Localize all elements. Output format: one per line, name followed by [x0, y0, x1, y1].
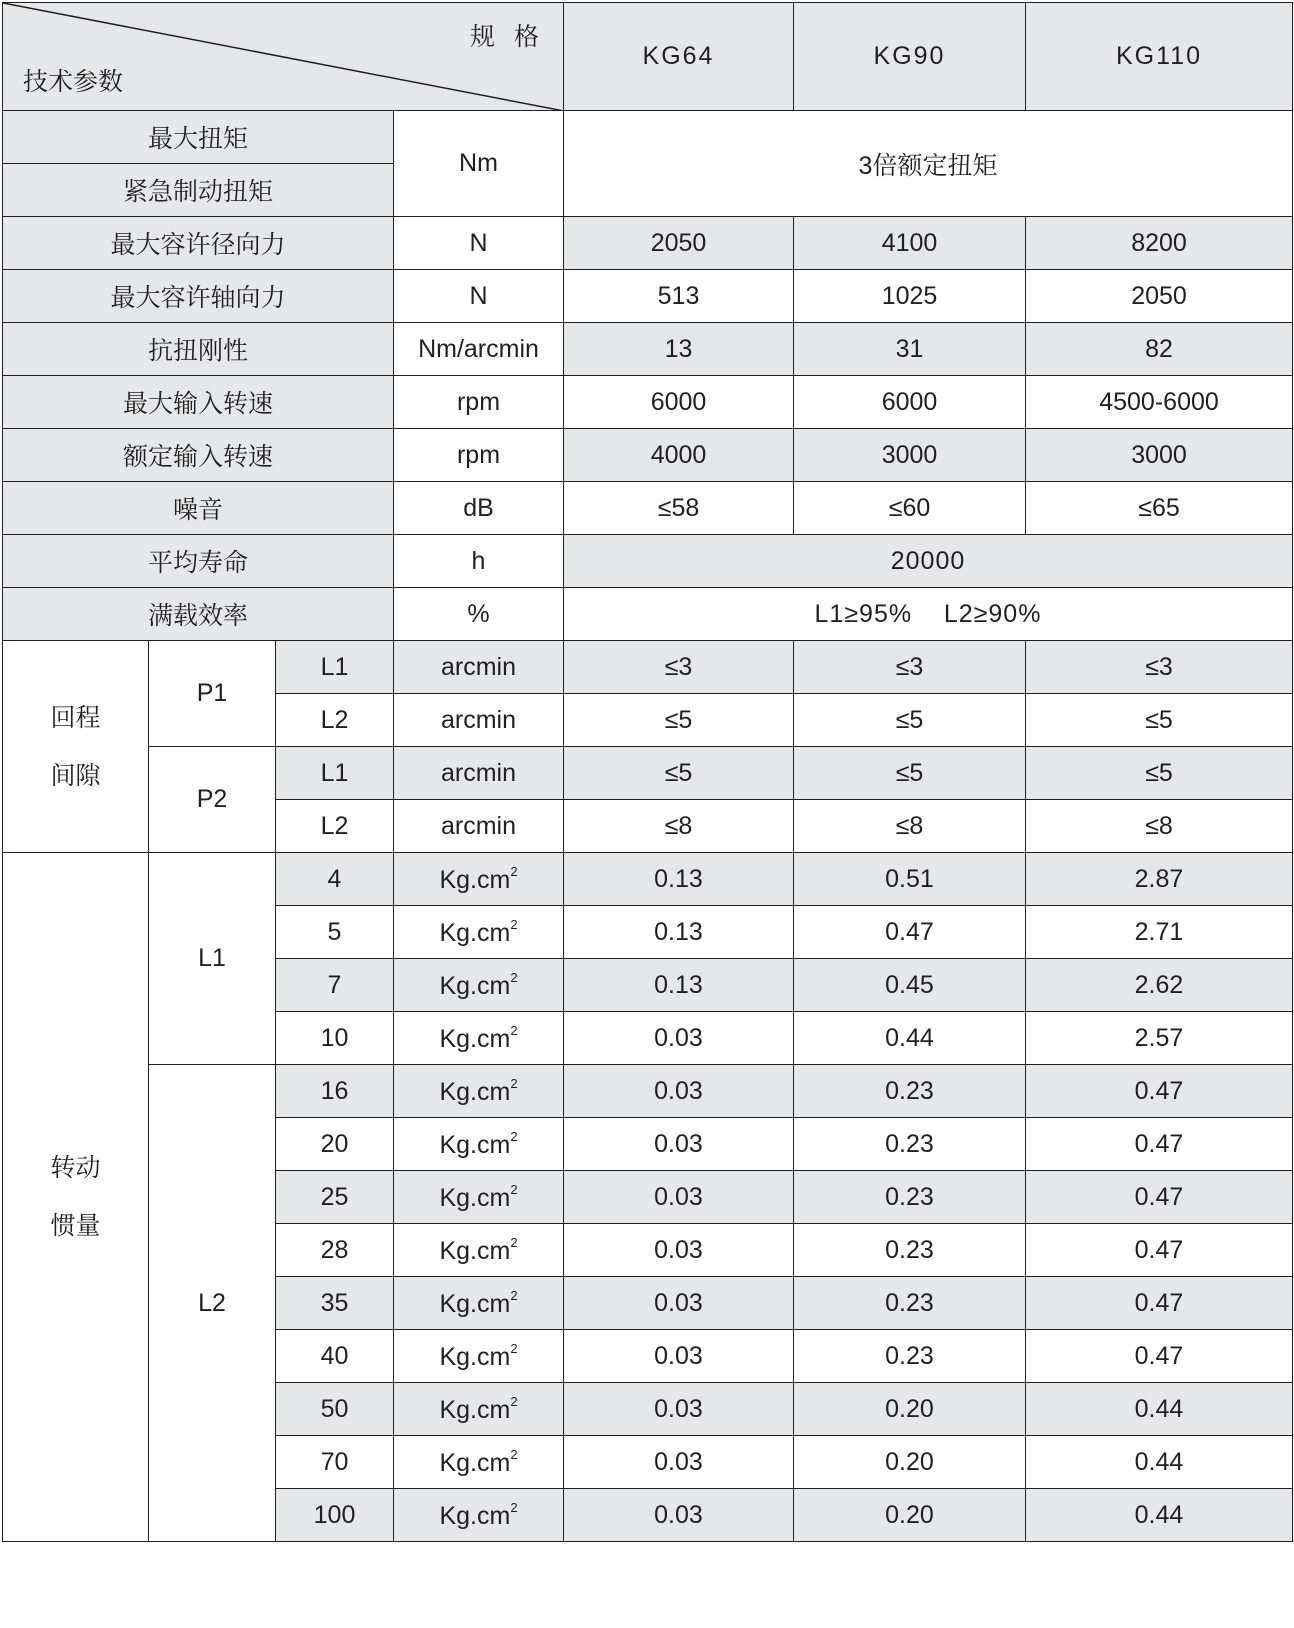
value-cell: ≤65: [1026, 482, 1293, 535]
table-row: [3, 1065, 1293, 1118]
unit-base: Kg.cm: [439, 865, 511, 894]
spec-table: [2, 2, 1293, 1542]
table-row: [3, 376, 1293, 429]
unit-cell: [394, 1489, 564, 1542]
value-cell: 0.03: [564, 1277, 794, 1330]
value-cell: ≤5: [794, 747, 1026, 800]
unit-base: Kg.cm: [439, 971, 511, 1000]
ratio-cell: 35: [276, 1277, 394, 1330]
unit-exponent: 2: [510, 1287, 518, 1303]
param-label: 噪音: [3, 482, 394, 535]
table-row: [3, 323, 1293, 376]
stage-cell: L2: [276, 694, 394, 747]
unit-cell: [394, 853, 564, 906]
model-header-kg64: KG64: [564, 3, 794, 111]
precision-label: P1: [149, 641, 276, 747]
ratio-cell: 25: [276, 1171, 394, 1224]
value-cell: 0.13: [564, 853, 794, 906]
unit-base: Kg.cm: [439, 918, 511, 947]
value-cell: 0.23: [794, 1330, 1026, 1383]
ratio-cell: 70: [276, 1436, 394, 1489]
table-row: [3, 429, 1293, 482]
value-cell: 0.44: [1026, 1436, 1293, 1489]
value-cell: 0.44: [1026, 1383, 1293, 1436]
value-cell: ≤5: [564, 747, 794, 800]
unit-cell: [394, 1436, 564, 1489]
unit-cell: dB: [394, 482, 564, 535]
param-label: 最大扭矩: [3, 111, 394, 164]
value-cell: 0.47: [1026, 1330, 1293, 1383]
unit-exponent: 2: [510, 1181, 518, 1197]
backlash-group-label: [3, 641, 149, 853]
value-cell: 0.23: [794, 1065, 1026, 1118]
unit-base: Kg.cm: [439, 1183, 511, 1212]
value-cell: ≤5: [1026, 694, 1293, 747]
unit-exponent: 2: [510, 969, 518, 985]
value-cell: 0.44: [794, 1012, 1026, 1065]
value-cell: L1≥95% L2≥90%: [564, 588, 1293, 641]
inertia-label-line1: 转动: [50, 1154, 101, 1182]
value-cell: 0.20: [794, 1383, 1026, 1436]
value-cell: ≤5: [794, 694, 1026, 747]
stage-cell: L2: [276, 800, 394, 853]
unit-exponent: 2: [510, 1075, 518, 1091]
ratio-cell: 20: [276, 1118, 394, 1171]
unit-cell: arcmin: [394, 641, 564, 694]
unit-exponent: 2: [510, 1234, 518, 1250]
value-cell: 0.44: [1026, 1489, 1293, 1542]
value-cell: 513: [564, 270, 794, 323]
ratio-cell: 50: [276, 1383, 394, 1436]
value-cell: ≤58: [564, 482, 794, 535]
table-row: [3, 111, 1293, 164]
inertia-section: [3, 853, 1293, 1542]
value-cell: 0.51: [794, 853, 1026, 906]
value-cell: 0.20: [794, 1489, 1026, 1542]
unit-cell: N: [394, 270, 564, 323]
unit-cell: [394, 1277, 564, 1330]
value-cell: ≤3: [794, 641, 1026, 694]
ratio-cell: 28: [276, 1224, 394, 1277]
ratio-cell: 40: [276, 1330, 394, 1383]
value-cell: 2.71: [1026, 906, 1293, 959]
value-cell: 0.47: [794, 906, 1026, 959]
table-row: [3, 588, 1293, 641]
value-cell: 3倍额定扭矩: [564, 111, 1293, 217]
unit-cell: rpm: [394, 429, 564, 482]
value-cell: 0.13: [564, 906, 794, 959]
unit-cell: arcmin: [394, 747, 564, 800]
value-cell: ≤8: [564, 800, 794, 853]
value-cell: 13: [564, 323, 794, 376]
unit-cell: [394, 1383, 564, 1436]
unit-cell: rpm: [394, 376, 564, 429]
ratio-cell: 5: [276, 906, 394, 959]
value-cell: ≤60: [794, 482, 1026, 535]
value-cell: 3000: [794, 429, 1026, 482]
value-cell: 0.20: [794, 1436, 1026, 1489]
param-label: 技术参数: [23, 68, 124, 96]
value-cell: 0.03: [564, 1065, 794, 1118]
value-cell: ≤8: [794, 800, 1026, 853]
ratio-cell: 4: [276, 853, 394, 906]
value-cell: ≤5: [564, 694, 794, 747]
inertia-label-line2: 惯量: [50, 1212, 101, 1240]
unit-cell: [394, 1224, 564, 1277]
value-cell: 0.03: [564, 1330, 794, 1383]
unit-base: Kg.cm: [439, 1342, 511, 1371]
value-cell: 4500-6000: [1026, 376, 1293, 429]
unit-exponent: 2: [510, 1499, 518, 1515]
corner-header-cell: [3, 3, 564, 111]
value-cell: 3000: [1026, 429, 1293, 482]
unit-base: Kg.cm: [439, 1289, 511, 1318]
ratio-cell: 10: [276, 1012, 394, 1065]
value-cell: 6000: [564, 376, 794, 429]
param-label: 最大容许轴向力: [3, 270, 394, 323]
value-cell: ≤3: [564, 641, 794, 694]
value-cell: 2050: [1026, 270, 1293, 323]
value-cell: ≤5: [1026, 747, 1293, 800]
param-label: 额定输入转速: [3, 429, 394, 482]
unit-cell: [394, 959, 564, 1012]
unit-exponent: 2: [510, 1393, 518, 1409]
stage-cell: L1: [276, 747, 394, 800]
unit-cell: h: [394, 535, 564, 588]
stage-label: L1: [149, 853, 276, 1065]
value-cell: 82: [1026, 323, 1293, 376]
unit-exponent: 2: [510, 1128, 518, 1144]
unit-base: Kg.cm: [439, 1448, 511, 1477]
unit-base: Kg.cm: [439, 1395, 511, 1424]
value-cell: 0.47: [1026, 1065, 1293, 1118]
value-cell: 20000: [564, 535, 1293, 588]
precision-label: P2: [149, 747, 276, 853]
spec-label: 规 格: [470, 23, 545, 51]
value-cell: 0.23: [794, 1171, 1026, 1224]
value-cell: 2.62: [1026, 959, 1293, 1012]
value-cell: 0.03: [564, 1118, 794, 1171]
value-cell: 2.57: [1026, 1012, 1293, 1065]
unit-cell: N: [394, 217, 564, 270]
value-cell: 0.45: [794, 959, 1026, 1012]
value-cell: 0.03: [564, 1489, 794, 1542]
value-cell: 4000: [564, 429, 794, 482]
ratio-cell: 7: [276, 959, 394, 1012]
value-cell: 2050: [564, 217, 794, 270]
value-cell: 0.47: [1026, 1118, 1293, 1171]
stage-cell: L1: [276, 641, 394, 694]
table-row: [3, 270, 1293, 323]
unit-exponent: 2: [510, 916, 518, 932]
value-cell: 0.23: [794, 1224, 1026, 1277]
value-cell: 0.03: [564, 1224, 794, 1277]
unit-exponent: 2: [510, 1022, 518, 1038]
value-cell: 0.23: [794, 1277, 1026, 1330]
unit-base: Kg.cm: [439, 1130, 511, 1159]
unit-exponent: 2: [510, 1446, 518, 1462]
value-cell: ≤3: [1026, 641, 1293, 694]
table-row: [3, 217, 1293, 270]
param-label: 紧急制动扭矩: [3, 164, 394, 217]
value-cell: 0.03: [564, 1171, 794, 1224]
param-label: 最大容许径向力: [3, 217, 394, 270]
model-header-kg110: KG110: [1026, 3, 1293, 111]
value-cell: 0.23: [794, 1118, 1026, 1171]
header-row: [3, 3, 1293, 111]
value-cell: 0.47: [1026, 1277, 1293, 1330]
value-cell: 2.87: [1026, 853, 1293, 906]
unit-cell: arcmin: [394, 800, 564, 853]
param-label: 平均寿命: [3, 535, 394, 588]
value-cell: 6000: [794, 376, 1026, 429]
table-row: [3, 482, 1293, 535]
backlash-label-line2: 间隙: [50, 761, 101, 790]
unit-cell: [394, 1330, 564, 1383]
param-label: 最大输入转速: [3, 376, 394, 429]
value-cell: 8200: [1026, 217, 1293, 270]
unit-base: Kg.cm: [439, 1501, 511, 1530]
value-cell: 4100: [794, 217, 1026, 270]
value-cell: ≤8: [1026, 800, 1293, 853]
value-cell: 31: [794, 323, 1026, 376]
param-label: 抗扭刚性: [3, 323, 394, 376]
unit-cell: Nm/arcmin: [394, 323, 564, 376]
stage-label: L2: [149, 1065, 276, 1542]
value-cell: 0.47: [1026, 1171, 1293, 1224]
table-row: [3, 641, 1293, 694]
param-label: 满载效率: [3, 588, 394, 641]
value-cell: 0.03: [564, 1436, 794, 1489]
ratio-cell: 100: [276, 1489, 394, 1542]
unit-cell: [394, 1065, 564, 1118]
unit-cell: [394, 906, 564, 959]
inertia-group-label: [3, 853, 149, 1542]
ratio-cell: 16: [276, 1065, 394, 1118]
unit-cell: %: [394, 588, 564, 641]
value-cell: 0.03: [564, 1383, 794, 1436]
unit-cell: [394, 1118, 564, 1171]
value-cell: 0.47: [1026, 1224, 1293, 1277]
unit-base: Kg.cm: [439, 1077, 511, 1106]
unit-exponent: 2: [510, 863, 518, 879]
value-cell: 0.13: [564, 959, 794, 1012]
backlash-label-line1: 回程: [50, 703, 101, 732]
unit-base: Kg.cm: [439, 1024, 511, 1053]
table-row: [3, 535, 1293, 588]
unit-exponent: 2: [510, 1340, 518, 1356]
unit-cell: Nm: [394, 111, 564, 217]
unit-base: Kg.cm: [439, 1236, 511, 1265]
unit-cell: [394, 1171, 564, 1224]
model-header-kg90: KG90: [794, 3, 1026, 111]
unit-cell: [394, 1012, 564, 1065]
value-cell: 0.03: [564, 1012, 794, 1065]
table-row: [3, 747, 1293, 800]
value-cell: 1025: [794, 270, 1026, 323]
unit-cell: arcmin: [394, 694, 564, 747]
table-row: [3, 853, 1293, 906]
